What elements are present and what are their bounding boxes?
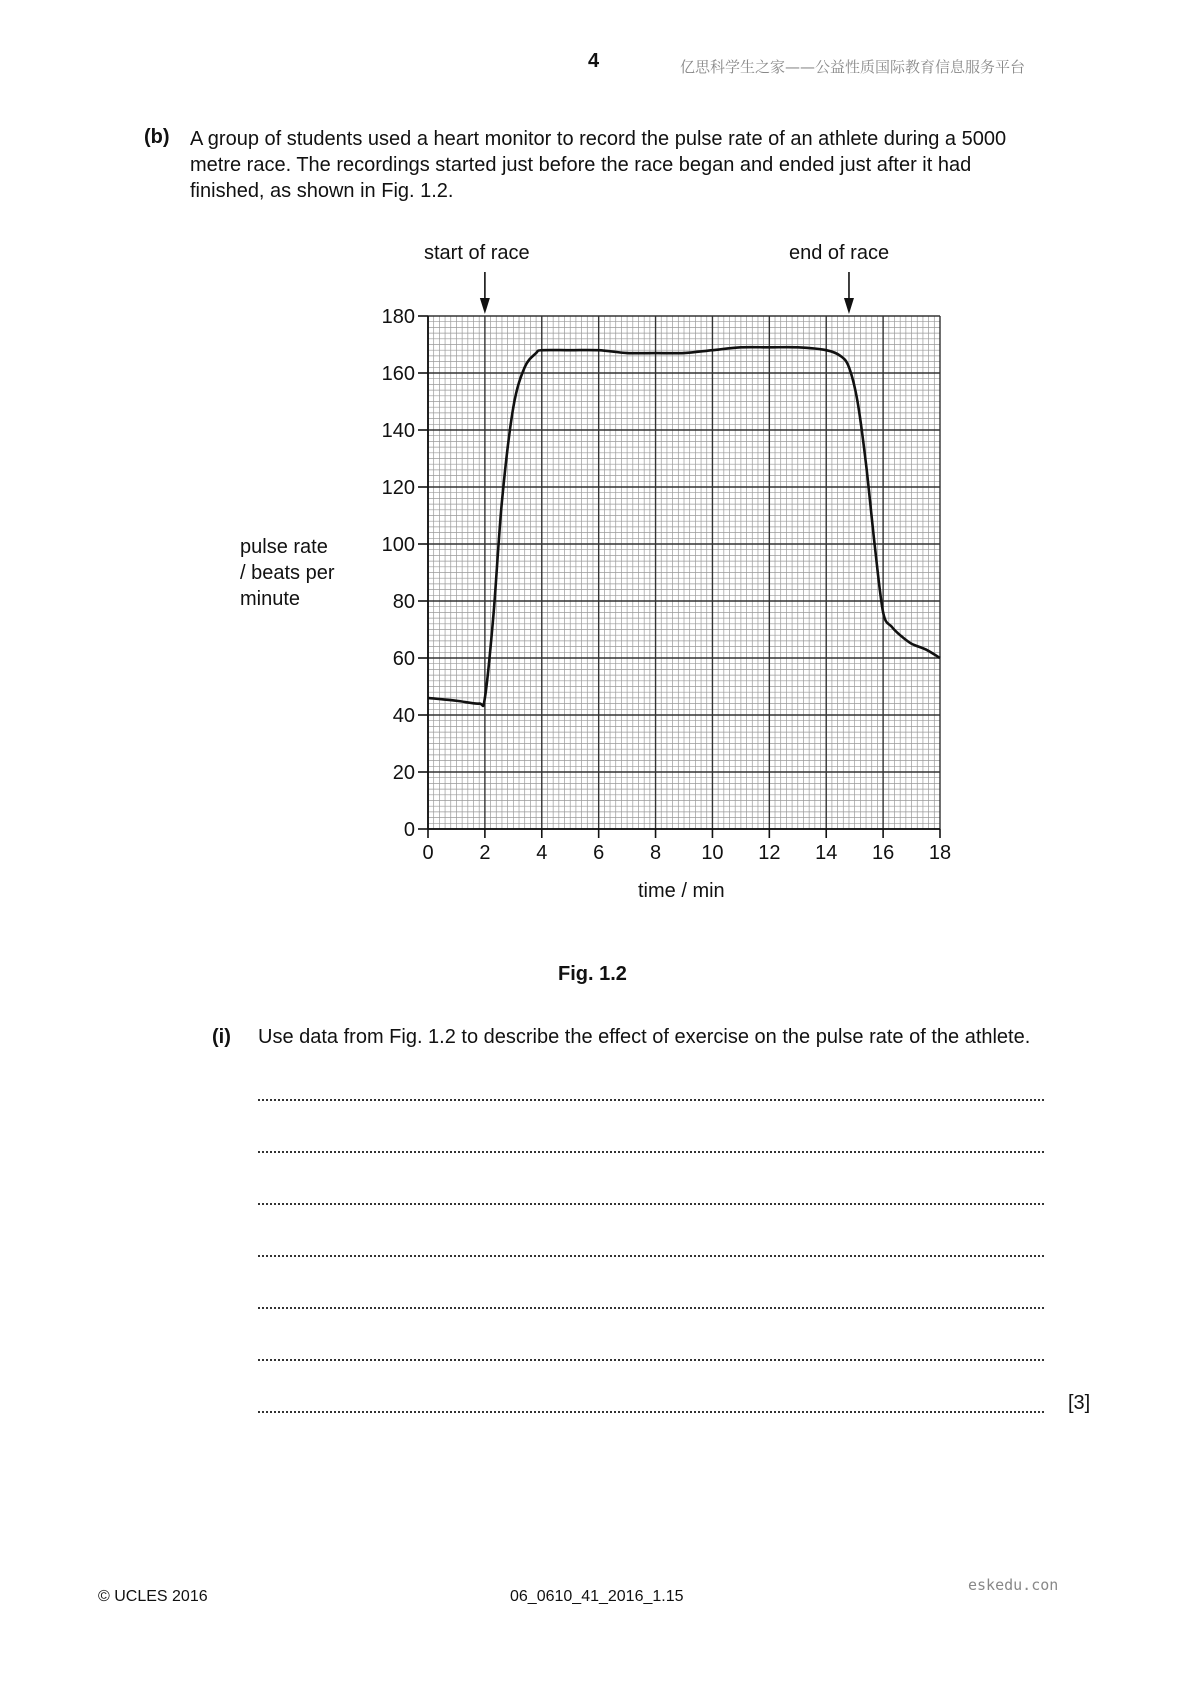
- answer-line: [258, 1255, 1044, 1257]
- header-watermark: 亿思科学生之家——公益性质国际教育信息服务平台: [680, 58, 1026, 76]
- end-of-race-annotation: end of race: [789, 242, 890, 264]
- minor-grid: [428, 316, 940, 829]
- answer-line: [258, 1151, 1044, 1153]
- figure-caption: Fig. 1.2: [558, 963, 627, 985]
- y-axis-label-line: / beats per: [240, 562, 335, 584]
- answer-line: [258, 1307, 1044, 1309]
- start-of-race-annotation: start of race: [424, 242, 530, 264]
- question-text-line: A group of students used a heart monitor to record the pulse rate of an athlete during a 5000: [190, 128, 1007, 150]
- x-tick-label: 2: [479, 842, 491, 864]
- footer-code: 06_0610_41_2016_1.15: [510, 1588, 684, 1605]
- y-tick-label: 180: [381, 306, 415, 328]
- footer-copyright: © UCLES 2016: [98, 1588, 208, 1605]
- x-tick-label: 8: [649, 842, 662, 864]
- y-tick-label: 0: [403, 819, 415, 841]
- y-axis-label-line: pulse rate: [240, 536, 328, 558]
- x-tick-label: 0: [422, 842, 434, 864]
- answer-line: [258, 1099, 1044, 1101]
- y-tick-label: 40: [392, 705, 415, 727]
- x-tick-label: 10: [701, 842, 724, 864]
- x-tick-label: 18: [928, 842, 952, 864]
- question-label: (b): [144, 126, 170, 148]
- x-tick-label: 14: [815, 842, 838, 864]
- x-tick-label: 12: [758, 842, 781, 864]
- y-tick-label: 60: [392, 648, 415, 670]
- answer-line: [258, 1203, 1044, 1205]
- annotation-arrow-head: [844, 298, 854, 314]
- x-tick-label: 4: [536, 842, 548, 864]
- answer-line: [258, 1411, 1044, 1413]
- marks: [3]: [1068, 1392, 1091, 1414]
- y-tick-label: 20: [392, 762, 415, 784]
- x-tick-label: 16: [871, 842, 895, 864]
- y-tick-label: 160: [381, 363, 415, 385]
- question-text-line: metre race. The recordings started just before the race began and ended just after it had: [190, 154, 972, 176]
- question-text-line: finished, as shown in Fig. 1.2.: [190, 180, 454, 202]
- y-tick-label: 120: [381, 477, 415, 499]
- y-tick-label: 140: [381, 420, 415, 442]
- page-number: 4: [588, 50, 600, 72]
- sub-question-label: (i): [212, 1026, 231, 1048]
- annotation-arrows: [480, 272, 854, 314]
- x-axis-label: time / min: [638, 880, 725, 902]
- annotation-arrow-head: [480, 298, 490, 314]
- x-tick-label: 6: [593, 842, 605, 864]
- footer-site: eskedu.con: [968, 1576, 1059, 1594]
- sub-question-text: Use data from Fig. 1.2 to describe the effect of exercise on the pulse rate of the athlete.: [258, 1026, 1031, 1048]
- y-tick-label: 100: [381, 534, 415, 556]
- y-tick-label: 80: [392, 591, 415, 613]
- y-axis-label-line: minute: [240, 588, 301, 610]
- answer-line: [258, 1359, 1044, 1361]
